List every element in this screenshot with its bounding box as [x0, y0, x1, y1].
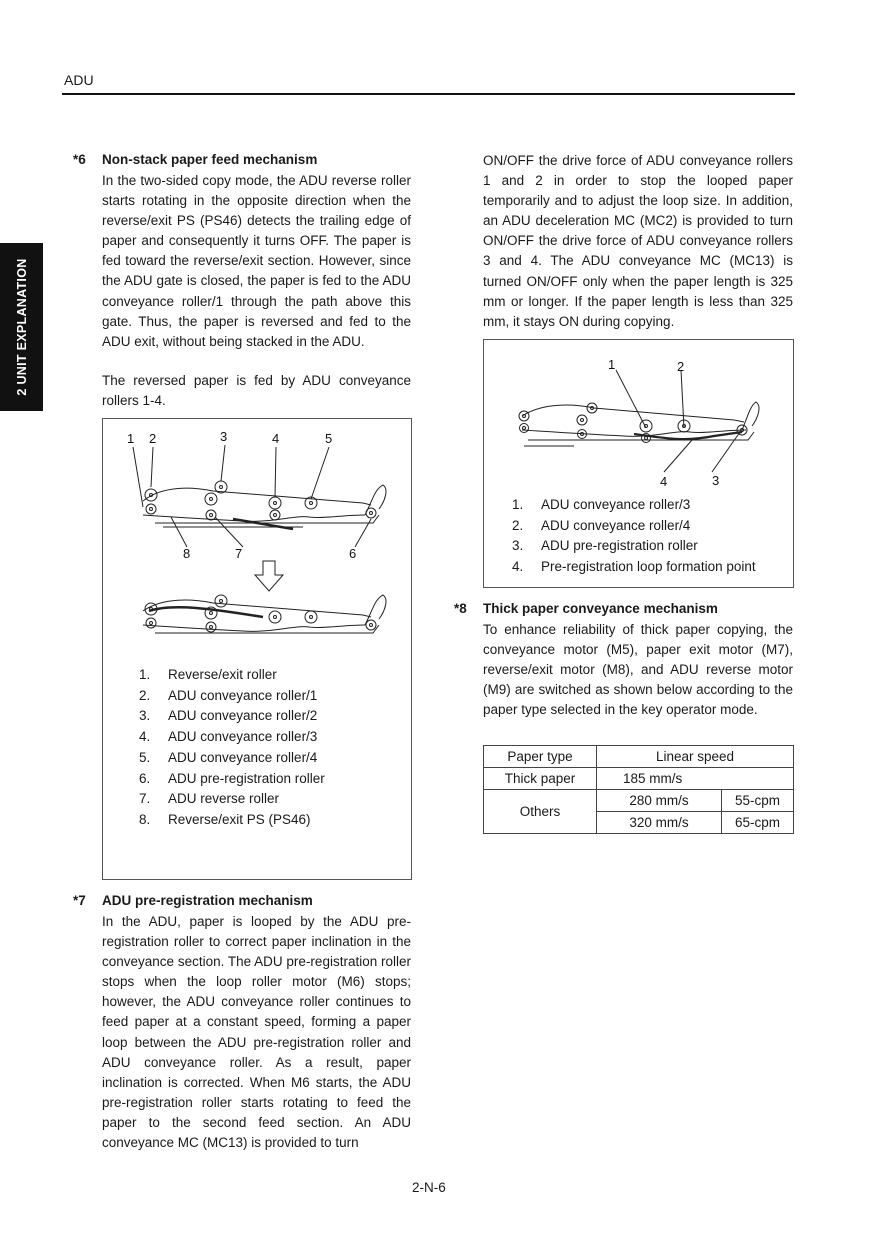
figure-1-legend: [139, 665, 325, 831]
legend-item: 5. ADU conveyance roller/4: [139, 749, 318, 765]
figure-2-callout-1: 1: [608, 357, 616, 372]
figure-2-legend: [512, 495, 756, 578]
table-cell: Thick paper: [484, 768, 597, 790]
section-6-title: Non-stack paper feed mechanism: [102, 152, 318, 167]
section-7-title: ADU pre-registration mechanism: [102, 893, 313, 908]
chapter-side-tab: [0, 243, 43, 411]
figure-2-diagram: [484, 340, 793, 490]
figure-1-callout-5: 5: [325, 431, 333, 446]
figure-2-callout-4: 4: [660, 474, 668, 489]
figure-1-diagram: [103, 419, 411, 659]
table-header-cell: Paper type: [484, 746, 597, 768]
figure-1-box: [102, 418, 412, 880]
table-header-row: [484, 746, 794, 768]
table-cell: Others: [484, 790, 597, 834]
section-8-paragraph-1: To enhance reliability of thick paper copying, the conveyance motor (M5), paper exit motor (M7), reverse/exit motor (M8), and ADU reverse motor (M9) are switched as shown below according to the paper type selected in the key operator mode.: [483, 622, 793, 718]
figure-2-callout-3: 3: [712, 473, 720, 488]
table-cell: 65-cpm: [722, 812, 794, 834]
figure-2-box: [483, 339, 794, 588]
table-row: [484, 790, 794, 812]
section-6-paragraph-2: The reversed paper is fed by ADU conveyance rollers 1-4.: [102, 373, 411, 409]
table-header-cell: Linear speed: [597, 746, 794, 768]
section-7-paragraph-2: ON/OFF the drive force of ADU conveyance rollers 1 and 2 in order to stop the looped paper temporarily and to adjust the loop size. In addition, an ADU deceleration MC (MC2) is provided to turn ON/OFF the drive force of ADU conveyance rollers 3 and 4. The ADU conveyance MC (MC13) is turned ON/OFF only when the paper length is 325 mm or longer. If the paper length is less than 325 mm, it stays ON during copying.: [483, 153, 793, 329]
header-rule: [62, 93, 795, 95]
section-7-number: *7: [73, 893, 86, 908]
legend-item: 3. ADU conveyance roller/2: [139, 708, 318, 724]
legend-item: 7. ADU reverse roller: [139, 791, 280, 807]
legend-item: 2. ADU conveyance roller/4: [512, 517, 691, 533]
figure-1-callout-3: 3: [220, 429, 228, 444]
table-cell: 185 mm/s: [597, 768, 794, 790]
table-row: [484, 768, 794, 790]
table-cell: 320 mm/s: [597, 812, 722, 834]
legend-item: 8. Reverse/exit PS (PS46): [139, 811, 311, 827]
legend-item: 6. ADU pre-registration roller: [139, 770, 325, 786]
figure-1-callout-4: 4: [272, 431, 280, 446]
page-header-title: ADU: [64, 72, 94, 88]
section-7-paragraph-1: In the ADU, paper is looped by the ADU pre-registration roller to correct paper inclination in the conveyance section. The ADU pre-registration roller stops when the loop roller motor (M6) stops; however, the ADU conveyance roller continues to feed paper at a constant speed, forming a paper loop between the ADU pre-registration roller and ADU conveyance roller. As a result, paper inclination is corrected. When M6 starts, the ADU pre-registration roller starts rotating to feed the paper to the second feed section. An ADU conveyance MC (MC13) is provided to turn: [102, 914, 411, 1151]
section-8-title: Thick paper conveyance mechanism: [483, 601, 718, 616]
table-cell: 280 mm/s: [597, 790, 722, 812]
figure-1-callout-1: 1: [127, 431, 135, 446]
figure-2-callout-2: 2: [677, 359, 685, 374]
legend-item: 1. ADU conveyance roller/3: [512, 497, 691, 512]
figure-1-callout-7: 7: [235, 546, 243, 561]
section-6-paragraph-1: In the two-sided copy mode, the ADU reverse roller starts rotating in the opposite direction when the reverse/exit PS (PS46) detects the trailing edge of paper and consequently it turns OFF. The paper is fed toward the reverse/exit section. However, since the ADU gate is closed, the paper is fed to the ADU conveyance roller/1 through the path above this gate. Thus, the paper is reversed and fed to the ADU exit, without being stacked in the ADU.: [102, 173, 411, 349]
legend-item: 4. ADU conveyance roller/3: [139, 729, 318, 745]
figure-1-callout-6: 6: [349, 546, 357, 561]
legend-item: 1. Reverse/exit roller: [139, 667, 277, 682]
section-6-number: *6: [73, 152, 86, 167]
figure-1-callout-8: 8: [183, 546, 191, 561]
table-cell: 55-cpm: [722, 790, 794, 812]
legend-item: 2. ADU conveyance roller/1: [139, 687, 318, 703]
legend-item: 3. ADU pre-registration roller: [512, 538, 698, 554]
legend-item: 4. Pre-registration loop formation point: [512, 559, 756, 575]
page-number: 2-N-6: [412, 1180, 446, 1195]
section-8-number: *8: [454, 601, 467, 616]
figure-1-callout-2: 2: [149, 431, 157, 446]
linear-speed-table: [483, 745, 794, 834]
chapter-side-tab-label: 2 UNIT EXPLANATION: [14, 258, 29, 396]
